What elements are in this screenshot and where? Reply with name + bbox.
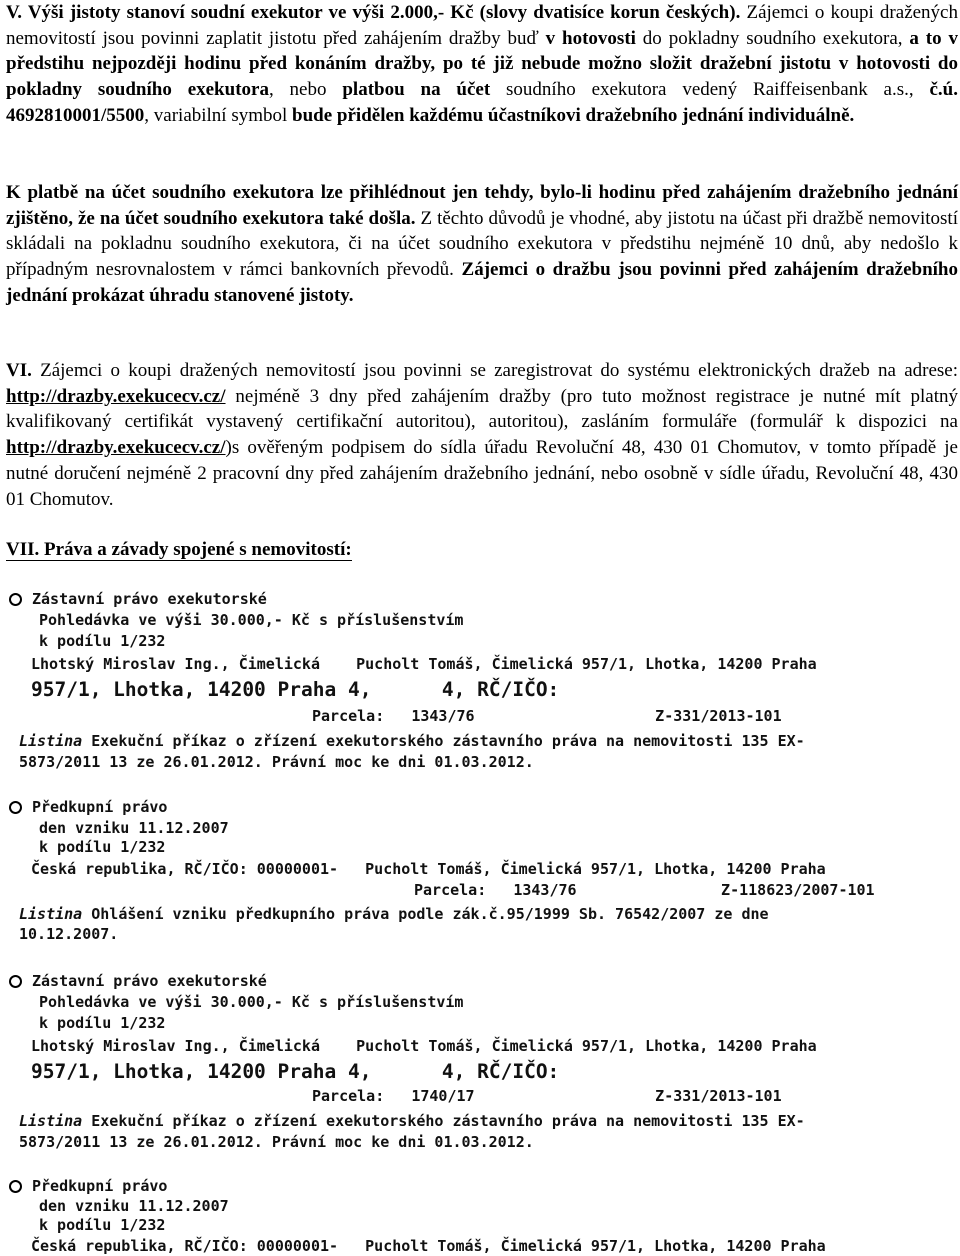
payment-note-paragraph — [6, 180, 958, 309]
text-span: )s ověřeným podpisem do sídla úřadu Revoluční 48, 430 01 Chomutov, v tomto případě je nutné doručení nejméně 2 pracovní dny před zahájením dražebního jednání, nebo osobně v sídle úřadu, Revoluční 48, 430 01 Chomutov. — [6, 437, 958, 510]
text-bold: Zájemci o dražbu jsou povinni před zahájením dražebního jednání prokázat úhradu stanovené jistoty. — [6, 259, 958, 306]
entry-parcel: Parcela: 1343/76 Z-331/2013-101 — [312, 707, 782, 725]
bullet-icon — [9, 593, 22, 606]
entry-parties: Lhotský Miroslav Ing., Čimelická Pucholt Tomáš, Čimelická 957/1, Lhotka, 14200 Praha — [31, 655, 817, 673]
entry-type: Předkupní právo — [32, 1177, 168, 1195]
text-span: Zájemci o koupi dražených nemovitostí jsou povinni zaplatit jistotu před zahájením dražby buď — [6, 2, 958, 49]
entry-parties: Česká republika, RČ/IČO: 00000001- Pucholt Tomáš, Čimelická 957/1, Lhotka, 14200 Praha — [31, 1237, 826, 1255]
entry-type: Zástavní právo exekutorské — [32, 590, 267, 608]
bullet-icon — [9, 1180, 22, 1193]
text-bold: platbou na účet — [342, 79, 491, 101]
text-bold: v hotovosti — [545, 27, 636, 49]
text-span: Zájemci o koupi dražených nemovitostí jsou povinni se zaregistrovat do systému elektronických dražeb na adrese: — [31, 360, 958, 381]
text-bold: bude přidělen každému účastníkovi dražebního jednání individuálně. — [292, 104, 855, 126]
entry-document-cont: 5873/2011 13 ze 26.01.2012. Právní moc ke dni 01.03.2012. — [19, 753, 534, 771]
text-bold: K platbě na účet soudního exekutora lze přihlédnout jen tehdy, bylo-li hodinu před zahájením dražebního jednání zjištěno, že na účet soudního exekutora také došla. — [6, 182, 958, 229]
entry-parties: Česká republika, RČ/IČO: 00000001- Pucholt Tomáš, Čimelická 957/1, Lhotka, 14200 Praha — [31, 860, 826, 878]
entry-document-cont: 10.12.2007. — [19, 925, 119, 943]
bullet-icon — [9, 801, 22, 814]
bullet-icon — [9, 975, 22, 988]
section-v-paragraph — [6, 0, 958, 129]
entry-share: k podílu 1/232 — [39, 632, 166, 650]
entry-share: k podílu 1/232 — [39, 838, 166, 856]
section-vii-title: Práva a závady spojené s nemovitostí: — [39, 539, 352, 560]
entry-document-cont: 5873/2011 13 ze 26.01.2012. Právní moc ke dni 01.03.2012. — [19, 1133, 534, 1151]
text-span: , nebo — [268, 79, 343, 101]
text-span: do pokladny soudního exekutora, — [635, 27, 910, 49]
entry-address: 957/1, Lhotka, 14200 Praha 4, 4, RČ/IČO: — [31, 678, 560, 701]
listina-label: Listina — [19, 732, 83, 750]
entry-document: Ohlášení vzniku předkupního práva podle zák.č.95/1999 Sb. 76542/2007 ze dne — [82, 905, 769, 923]
section-vii-number: VII. — [6, 539, 40, 560]
entry-parcel: Parcela: 1740/17 Z-331/2013-101 — [312, 1087, 782, 1105]
entry-claim: Pohledávka ve výši 30.000,- Kč s příslušenstvím — [39, 611, 464, 629]
text-span: Z těchto důvodů je vhodné, aby jistotu na účast při dražbě nemovitostí skládali na pokladnu soudního exekutora, či na účet soudního exekutora v předstihu nejméně 10 dnů, aby nedošlo k případným nesrovnalostem v rámci bankovních převodů. — [6, 207, 958, 281]
entry-claim: Pohledávka ve výši 30.000,- Kč s příslušenstvím — [39, 993, 464, 1011]
text-span: nejméně 3 dny před zahájením dražby (pro tuto možnost registrace je nutné mít platný kvalifikovaný certifikát vystavený certifikační autoritou), autoritou), zasláním formuláře (formulář k dispozici na — [6, 385, 958, 433]
entry-type: Zástavní právo exekutorské — [32, 972, 267, 990]
section-vi-number: VI. — [6, 360, 32, 381]
listina-label: Listina — [19, 1112, 83, 1130]
text-span: soudního exekutora vedený Raiffeisenbank a.s., — [490, 79, 930, 101]
section-v-heading: V. Výši jistoty stanoví soudní exekutor ve výši 2.000,- Kč (slovy dvatisíce korun českých). — [6, 2, 741, 23]
entry-parcel: Parcela: 1343/76 Z-118623/2007-101 — [414, 881, 875, 899]
registration-link[interactable]: http://drazby.exekucecv.cz/ — [6, 385, 226, 407]
text-bold: a to v předstihu nejpozději hodinu před konáním dražby, po té již nebude možno složit dražební jistotu v hotovosti do pokladny soudního exekutora — [6, 27, 958, 101]
entry-document: Exekuční příkaz o zřízení exekutorského zástavního práva na nemovitosti 135 EX- — [82, 732, 805, 750]
entry-share: k podílu 1/232 — [39, 1014, 166, 1032]
account-number: č.ú. 4692810001/5500 — [6, 79, 958, 126]
entry-parties: Lhotský Miroslav Ing., Čimelická Pucholt Tomáš, Čimelická 957/1, Lhotka, 14200 Praha — [31, 1037, 817, 1055]
entry-document: Exekuční příkaz o zřízení exekutorského zástavního práva na nemovitosti 135 EX- — [82, 1112, 805, 1130]
section-vii-heading — [6, 537, 958, 563]
entry-type: Předkupní právo — [32, 798, 168, 816]
section-vi-paragraph — [6, 358, 958, 512]
entry-address: 957/1, Lhotka, 14200 Praha 4, 4, RČ/IČO: — [31, 1060, 560, 1083]
form-link[interactable]: http://drazby.exekucecv.cz/ — [6, 437, 226, 459]
text-span: , variabilní symbol — [144, 104, 293, 126]
entry-date: den vzniku 11.12.2007 — [39, 819, 229, 837]
listina-label: Listina — [19, 905, 83, 923]
entry-share: k podílu 1/232 — [39, 1216, 166, 1234]
entry-date: den vzniku 11.12.2007 — [39, 1197, 229, 1215]
